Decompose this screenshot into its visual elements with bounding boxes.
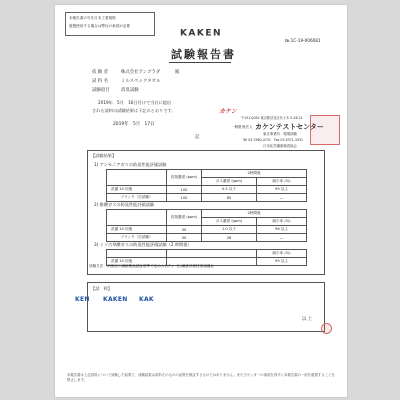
sample-section-label: 【試 料】 bbox=[91, 286, 112, 291]
test-3-title: 3) イソ吉草酸ガスの防臭性能評価試験（2 時間後） bbox=[94, 242, 192, 247]
lab-tel: Tel 03-3360-4741 Fax 03-5371-3431 bbox=[243, 138, 304, 142]
table-header-cell: ガス濃度 (ppm) bbox=[202, 218, 257, 226]
notice-stamp bbox=[65, 12, 155, 36]
table-cell: 99 以上 bbox=[257, 186, 307, 194]
svg-text:KAKEN: KAKEN bbox=[179, 28, 223, 38]
table-header-cell: 減少率 (%) bbox=[257, 178, 307, 186]
table-cell: 0.5 以下 bbox=[202, 186, 257, 194]
table-header-cell: 2時間後 bbox=[202, 170, 307, 178]
lab-office: 東京事業所 環境試験 bbox=[263, 132, 297, 136]
report-number: № 1C-19-006081 bbox=[285, 38, 321, 43]
sample-section bbox=[87, 282, 325, 332]
table-cell: ブランク（空試験） bbox=[107, 194, 167, 202]
table-row bbox=[107, 226, 307, 234]
intro-line-2: された試料の試験結果は下記のとおりです。 bbox=[92, 108, 176, 113]
table-cell: 30 bbox=[167, 226, 202, 234]
swatch-text-2: KAKEN bbox=[103, 296, 128, 303]
kaken-logo bbox=[175, 26, 227, 38]
table-cell: 28 bbox=[202, 234, 257, 242]
end-mark: 以 上 bbox=[302, 317, 313, 322]
notice-line-2: 複製使用する場合は弊社の承認が必要 bbox=[69, 24, 131, 28]
method-note: 試験方法：消臭加工繊維製品認証基準で定められた(一社)繊維評価技術協議会 bbox=[89, 264, 214, 268]
table-cell: — bbox=[257, 234, 307, 242]
table-cell: 1.0 以下 bbox=[202, 226, 257, 234]
test-1-title: 1) アンモニアガスの防臭性能評価試験 bbox=[94, 162, 167, 167]
table-header-cell: 2時間後 bbox=[202, 210, 307, 218]
table-cell: 80 bbox=[202, 194, 257, 202]
report-page bbox=[55, 5, 347, 397]
test-item: 消臭試験 bbox=[121, 88, 139, 93]
table-row bbox=[107, 186, 307, 194]
notice-line-1: 本報告書の写を日本工業規格 bbox=[69, 16, 116, 20]
table-cell: 洗濯 10 回後 bbox=[107, 226, 167, 234]
table-cell: 100 bbox=[167, 194, 202, 202]
client-honorific: 殿 bbox=[175, 70, 180, 75]
table-row bbox=[107, 234, 307, 242]
sample-label: 試 料 名 bbox=[92, 79, 108, 84]
lab-name: カケンテストセンター bbox=[255, 123, 324, 131]
client-label: 依 頼 者 bbox=[92, 70, 108, 75]
table-header-cell bbox=[107, 170, 167, 186]
lab-representative: 日本化学繊維検査協会 bbox=[263, 144, 297, 148]
results-section bbox=[87, 150, 325, 275]
table-header-cell bbox=[107, 250, 167, 258]
table-header-cell: 初発濃度 (ppm) bbox=[167, 210, 202, 226]
ki-mark: 記 bbox=[195, 135, 200, 140]
table-cell: 100 bbox=[167, 186, 202, 194]
table-header-cell: 減少率 (%) bbox=[257, 250, 307, 258]
test-1-table bbox=[106, 169, 307, 202]
test-2-title: 2) 酢酸ガスの防臭性能評価試験 bbox=[94, 202, 155, 207]
table-cell: 洗濯 10 回後 bbox=[107, 186, 167, 194]
table-cell: 洗濯 10 回後 bbox=[107, 258, 167, 266]
sample-name: ミルスペックタオル bbox=[121, 79, 161, 84]
results-label: 【試験結果】 bbox=[91, 153, 117, 158]
table-cell: — bbox=[257, 194, 307, 202]
test-2-table bbox=[106, 209, 307, 242]
test-item-label: 試験項目 bbox=[92, 88, 110, 93]
footer-note: 本報告書は上記試料について試験した結果で、試験結果は試料そのものの品質を保証するものではありません。また当センターの承諾を得ずに本報告書の一部を複製することを禁止します。 bbox=[67, 373, 335, 382]
table-cell: 99 以上 bbox=[257, 258, 307, 266]
table-header-cell: 減少率 (%) bbox=[257, 218, 307, 226]
table-cell: ブランク（空試験） bbox=[107, 234, 167, 242]
kaken-lab-logo: カケン bbox=[219, 108, 237, 115]
table-header-cell bbox=[167, 250, 257, 258]
sample-seal bbox=[321, 323, 332, 334]
table-header-cell: 初発濃度 (ppm) bbox=[167, 170, 202, 186]
swatch-text-3: KAK bbox=[139, 296, 154, 303]
intro-line-1: 2019年 5月 16日付けで当社に提出 bbox=[98, 100, 172, 105]
client-name: 株式会社アンブラダ bbox=[121, 70, 161, 75]
table-header-cell: ガス濃度 (ppm) bbox=[202, 178, 257, 186]
table-cell: 30 bbox=[167, 234, 202, 242]
page-title: 試験報告書 bbox=[171, 48, 236, 61]
lab-prefix: 一般財団法人 bbox=[231, 125, 253, 129]
lab-seal bbox=[310, 115, 340, 145]
issue-date: 2019年 5月 17日 bbox=[113, 122, 155, 127]
lab-address: 〒151-0052 東京都渋谷区代々木 5-26-21 bbox=[241, 116, 303, 120]
title-underline bbox=[169, 62, 231, 63]
swatch-text-1: KEN bbox=[75, 296, 90, 303]
table-cell: 96 以上 bbox=[257, 226, 307, 234]
table-header-cell bbox=[107, 210, 167, 226]
table-row bbox=[107, 194, 307, 202]
